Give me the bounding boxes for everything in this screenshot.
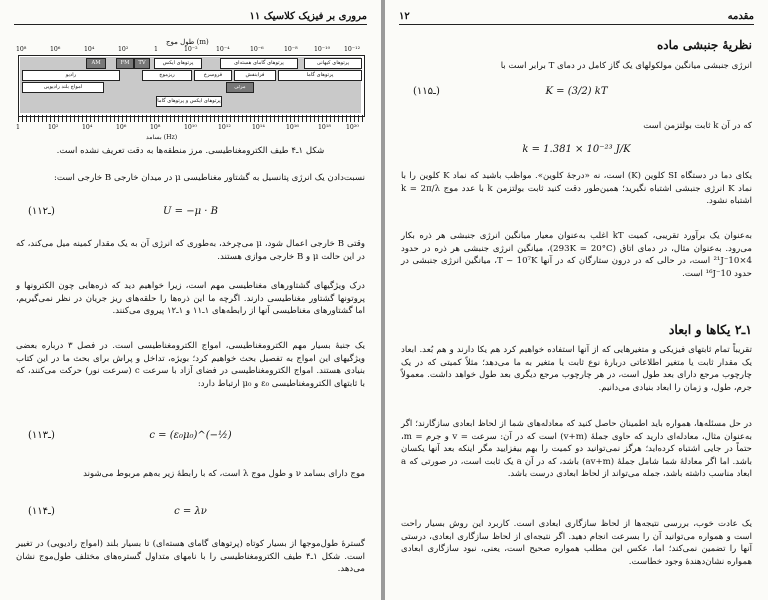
band-cosmic: پرتوهای کیهانی (304, 58, 362, 69)
frequency-tick: 1 (16, 124, 20, 131)
paragraph: گسترهٔ طول‌موجها از بسیار کوتاه (پرتوهای گامای هسته‌ای) تا بسیار بلند (امواج رادیویی) در تغییر است. شکل ۱ـ۴ طیف الکترومغناطیسی را با نامهای متداول گستره‌های مختلف طول‌موج نشان می‌دهد. (16, 539, 365, 575)
equation-formula: K = (3/2) kT (545, 86, 608, 97)
page-header (14, 8, 367, 25)
wavelength-tick: 10⁴ (84, 46, 95, 53)
page-number: ۱۲ (399, 10, 410, 22)
wavelength-tick: 10⁻⁴ (216, 46, 230, 53)
frequency-tick: 10⁶ (116, 124, 127, 131)
frequency-tick: 10¹⁴ (252, 124, 265, 131)
equation-formula: U = −μ · B (163, 206, 218, 217)
paragraph: یکای دما در دستگاه SI کلوین (K) است، نه «درجهٔ کلوین». مواظب باشید که نماد K کلوین را با نماد K انرژی جنبشی اشتباه نگیرید؛ همین‌طور دقت کنید ثابت بولتزمن k با عدد موج k = 2π/λ اشتباه نشود. (401, 171, 752, 207)
equation (18, 506, 363, 524)
band-visible: مرئی (226, 82, 254, 93)
header-title: مروری بر فیزیک کلاسیک ۱۱ (249, 10, 367, 22)
wavelength-tick: 10⁶ (50, 46, 61, 53)
equation (18, 430, 363, 448)
left-page (0, 0, 381, 600)
wavelength-tick: 10⁻¹² (344, 46, 361, 53)
frequency-tick: 10⁸ (150, 124, 161, 131)
wavelength-tick: 10⁻² (184, 46, 198, 53)
frequency-tick: 10¹² (218, 124, 231, 131)
band-micro: ریزموج (142, 70, 192, 81)
band-xray2: پرتوهای ایکس و پرتوهای گاما (156, 96, 222, 107)
frequency-ruler (18, 115, 363, 122)
paragraph: انرژی جنبشی میانگین مولکولهای یک گاز کامل در دمای T برابر است با (500, 61, 752, 71)
wavelength-tick: 10⁻¹⁰ (314, 46, 331, 53)
equation-formula: k = 1.381 × 10⁻²³ J/K (522, 144, 631, 155)
wavelength-tick: 10⁻⁸ (284, 46, 298, 53)
wavelength-tick: 10² (118, 46, 129, 53)
wavelength-tick: 10⁻⁶ (250, 46, 264, 53)
frequency-tick: 10¹⁶ (286, 124, 299, 131)
equation-formula: c = (ε₀μ₀)^(−½) (149, 430, 232, 441)
frequency-tick: 10⁴ (82, 124, 93, 131)
band-tv: TV (134, 58, 150, 69)
spectrum-figure (16, 38, 365, 142)
wavelength-tick: 1 (154, 46, 158, 53)
equation-number: (۱ـ۱۳) (28, 430, 55, 441)
equation-number: (۱ـ۱۴) (28, 506, 55, 517)
frequency-tick: 10²⁰ (346, 124, 359, 131)
equation-number: (۱ـ۱۲) (28, 206, 55, 217)
band-ir: فروسرخ (194, 70, 232, 81)
band-uv: فرابنفش (234, 70, 276, 81)
frequency-tick: 10¹⁰ (184, 124, 197, 131)
paragraph: یک جنبهٔ بسیار مهم الکترومغناطیسی، امواج الکترومغناطیسی است. در فصل ۳ درباره بعضی ویژگیهای این امواج به تفصیل بحث خواهیم کرد؛ بویژه، تداخل و پراش برای بحث ما در این کتاب بنیادی هستند. امواج الکترومغناطیسی در فضای آزاد با سرعت c (سرعت نور) حرکت می‌کنند، که با ثابتهای الکترومغناطیسی ε₀ و μ₀ ارتباط دارد: (16, 341, 365, 389)
figure-caption: شکل ۱ـ۴ طیف الکترومغناطیسی. مرز منطقه‌ها به دقت تعریف نشده است. (56, 146, 325, 156)
paragraph: به‌عنوان یک برآورد تقریبی، کمیت kT اغلب به‌عنوان معیار میانگین انرژی جنبشی هر ذره بکار می‌رود. به‌عنوان مثال، در دمای اتاق (293K = 20°C)، میانگین انرژی جنبشی هر ذره در حدود 4×10⁻²¹J است، در حالی که در درون ستارگان که در آنها T ~ 10⁷K، میانگین انرژی جنبشی در حدود 10⁻¹⁶J است. (401, 231, 753, 279)
band-xray: پرتوهای ایکس (154, 58, 202, 69)
paragraph: در حل مسئله‌ها، همواره باید اطمینان حاصل کنید که معادله‌های شما از لحاظ ابعادی سازگارند؛ اگر به‌عنوان مثال، معادله‌ای دارید که حاوی جملهٔ (v+m) است که در آن: سرعت = v و جرم = m، حتماً در جایی اشتباه کرده‌اید؛ هرگز نمی‌توانید دو کمیت را بهم بیفزایید مگر اینکه بعد آنها یکسان باشد. اما اگر معادلهٔ شما شامل جملهٔ (av+m) باشد، که در آن a یک ثابت است، در صورتی که a ابعاد مناسب داشته باشد، جمله می‌تواند از لحاظ ابعادی درست باشد. (401, 419, 752, 480)
section-title: ۱ـ۲ یکاها و ابعاد (668, 322, 752, 337)
frequency-tick: 10² (48, 124, 59, 131)
paragraph: موج دارای بسامد ν و طول موج λ است، که با رابطهٔ زیر به‌هم مربوط می‌شوند (83, 469, 365, 479)
band-radio: رادیو (22, 70, 120, 81)
equation-formula: c = λν (174, 506, 207, 517)
band-hf: امواج بلند رادیویی (22, 82, 104, 93)
frequency-label: بسامد (Hz) (146, 134, 178, 141)
header-title: مقدمه (727, 10, 754, 22)
paragraph: وقتی B خارجی اعمال شود، μ می‌چرخد، به‌طوری که انرژی آن به یک مقدار کمینه میل می‌کند، که در این حالت μ و B خارجی موازی هستند. (16, 239, 365, 262)
band-gamma: پرتوهای گامای هسته‌ای (220, 58, 298, 69)
band-fm: FM (116, 58, 134, 69)
section-title: نظریهٔ جنبشی ماده (656, 38, 752, 52)
paragraph: که در آن k ثابت بولتزمن است (643, 121, 752, 131)
paragraph: نسبت‌دادن یک انرژی پتانسیل به گشتاور مغناطیسی μ در میدان خارجی B خارجی است: (53, 173, 365, 183)
paragraph: یک عادت خوب، بررسی نتیجه‌ها از لحاظ سازگاری ابعادی است. کاربرد این روش بسیار راحت است و همواره می‌توانید آن را بسرعت انجام دهید. اگر نتیجه‌ای از لحاظ سازگاری ابعادی، درستی آنها را تضمین نمی‌کند؛ اما، عکس این مطلب همواره صحیح است، یعنی، نبود سازگاری ابعادی همواره نشان‌دهندهٔ وجود خطاست. (401, 519, 752, 567)
paragraph: درک ویژگیهای گشتاورهای مغناطیسی مهم است، زیرا خواهیم دید که ذره‌هایی چون الکترونها و پروتونها گشتاور مغناطیسی دارند. اگرچه ما این ذره‌ها را حلقه‌های ریز جریان در نظر نمی‌گیریم، اما گشتاورهای مغناطیسی آنها از رابطه‌های ۱ـ۱۱ و ۱ـ۱۲ پیروی می‌کنند. (16, 281, 365, 317)
page-header (399, 8, 754, 25)
paragraph: تقریباً تمام ثابتهای فیزیکی و متغیرهایی که از آنها استفاده خواهیم کرد هم یکا دارند و هم بُعد. ابعاد یک مقدار ثابت یا متغیر اطلاعاتی دربارهٔ نوع ثابت یا متغیر به ما می‌دهد؛ مثلاً کمیتی که در یک چارچوب مرجع دارای بعد طول است، در هر چارچوب مرجع دیگری بعد طول خواهد داشت. معمولاً جرم، طول، و زمان را ابعاد بنیادی می‌دانیم. (401, 345, 752, 393)
equation-number: (۱ـ۱۵) (413, 86, 440, 97)
wavelength-tick: 10⁸ (16, 46, 27, 53)
band-am: AM (86, 58, 106, 69)
wavelength-label: طول موج (m) (166, 38, 209, 46)
frequency-tick: 10¹⁸ (318, 124, 331, 131)
equation (403, 144, 750, 162)
band-gamma2: پرتوهای گاما (278, 70, 362, 81)
equation (18, 206, 363, 224)
equation (403, 86, 750, 104)
right-page (385, 0, 768, 600)
